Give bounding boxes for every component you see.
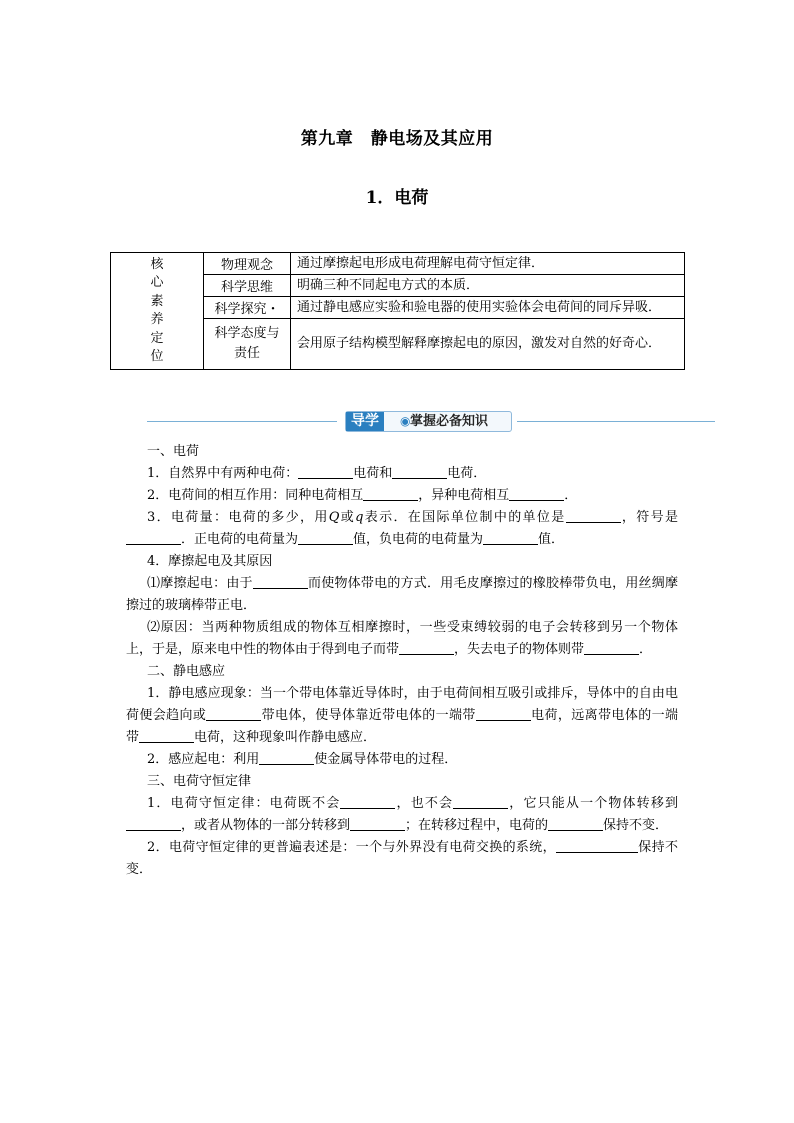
- item-2: 2．电荷间的相互作用：同种电荷相互 ，异种电荷相互 ．: [147, 488, 578, 503]
- heading-induction: 二、静电感应: [147, 664, 226, 679]
- blank[interactable]: [350, 816, 405, 831]
- blank[interactable]: [126, 816, 181, 831]
- conservation-2: 2．电荷守恒定律的更普遍表述是：一个与外界没有电荷交换的系统， 保持不变．: [126, 840, 678, 877]
- blank[interactable]: [139, 728, 194, 743]
- banner-box: [345, 411, 512, 432]
- item-4-2: ⑵原因：当两种物质组成的物体互相摩擦时，一些受束缚较弱的电子会转移到另一个物体上，于是，原来电中性的物体由于得到电子而带 ，失去电子的物体则带 ．: [126, 620, 678, 657]
- item-4-1: ⑴摩擦起电：由于 而使物体带电的方式．用毛皮摩擦过的橡胶棒带负电，用丝绸摩擦过的玻璃棒带正电．: [126, 576, 678, 613]
- banner-tag: 导学: [346, 412, 384, 431]
- blank[interactable]: [483, 530, 538, 545]
- conservation-1: 1．电荷守恒定律：电荷既不会 ，也不会 ，它只能从一个物体转移到，或者从物体的一部分转移到 ；在转移过程中，电荷的 保持不变．: [126, 793, 678, 837]
- induction-2: 2．感应起电：利用 使金属导体带电的过程．: [147, 752, 458, 767]
- core-literacy-label: 核 心 素 养 定 位: [111, 253, 204, 370]
- section-banner: [147, 410, 715, 432]
- blank[interactable]: [363, 486, 418, 501]
- blank[interactable]: [259, 750, 314, 765]
- category-cell: 物理观念: [204, 253, 291, 275]
- heading-charge: 一、电荷: [147, 444, 200, 459]
- section-title: 1．电荷: [365, 188, 429, 208]
- item-1: 1．自然界中有两种电荷： 电荷和 电荷．: [147, 466, 487, 481]
- blank[interactable]: [476, 706, 531, 721]
- category-cell: 科学态度与责任: [204, 319, 291, 370]
- description-cell: 通过摩擦起电形成电荷理解电荷守恒定律．: [291, 253, 685, 275]
- bullet-icon: ◉: [400, 414, 411, 428]
- blank[interactable]: [298, 530, 353, 545]
- chapter-title: 第九章 静电场及其应用: [300, 129, 494, 149]
- blank[interactable]: [399, 640, 454, 655]
- description-cell: 会用原子结构模型解释摩擦起电的原因，激发对自然的好奇心．: [291, 319, 685, 370]
- blank[interactable]: [509, 486, 564, 501]
- banner-line-left: [147, 421, 337, 422]
- category-cell: 科学思维: [204, 275, 291, 297]
- blank[interactable]: [556, 838, 638, 853]
- blank[interactable]: [126, 530, 181, 545]
- blank[interactable]: [453, 794, 508, 809]
- blank[interactable]: [584, 640, 639, 655]
- item-4: 4．摩擦起电及其原因: [147, 554, 273, 569]
- item-3: 3．电荷量：电荷的多少，用Q或q表示．在国际单位制中的单位是 ，符号是．正电荷的电荷量为 值，负电荷的电荷量为 值．: [126, 507, 678, 551]
- blank[interactable]: [566, 508, 621, 523]
- induction-1: 1．静电感应现象：当一个带电体靠近导体时，由于电荷间相互吸引或排斥，导体中的自由电荷便会趋向或 带电体，使导体靠近带电体的一端带 电荷，远离带电体的一端带 电荷，这种现象叫作静电感应．: [126, 686, 678, 745]
- description-cell: 明确三种不同起电方式的本质．: [291, 275, 685, 297]
- core-literacy-table: [110, 252, 685, 370]
- blank[interactable]: [206, 706, 261, 721]
- banner-subtitle: 掌握必备知识: [410, 414, 489, 429]
- banner-line-right: [517, 421, 715, 422]
- content-body: [126, 441, 678, 881]
- blank[interactable]: [298, 464, 353, 479]
- heading-conservation: 三、电荷守恒定律: [147, 774, 252, 789]
- blank[interactable]: [253, 574, 308, 589]
- blank[interactable]: [548, 816, 603, 831]
- blank[interactable]: [340, 794, 395, 809]
- blank[interactable]: [392, 464, 447, 479]
- category-cell: 科学探究・: [204, 297, 291, 319]
- description-cell: 通过静电感应实验和验电器的使用实验体会电荷间的同斥异吸．: [291, 297, 685, 319]
